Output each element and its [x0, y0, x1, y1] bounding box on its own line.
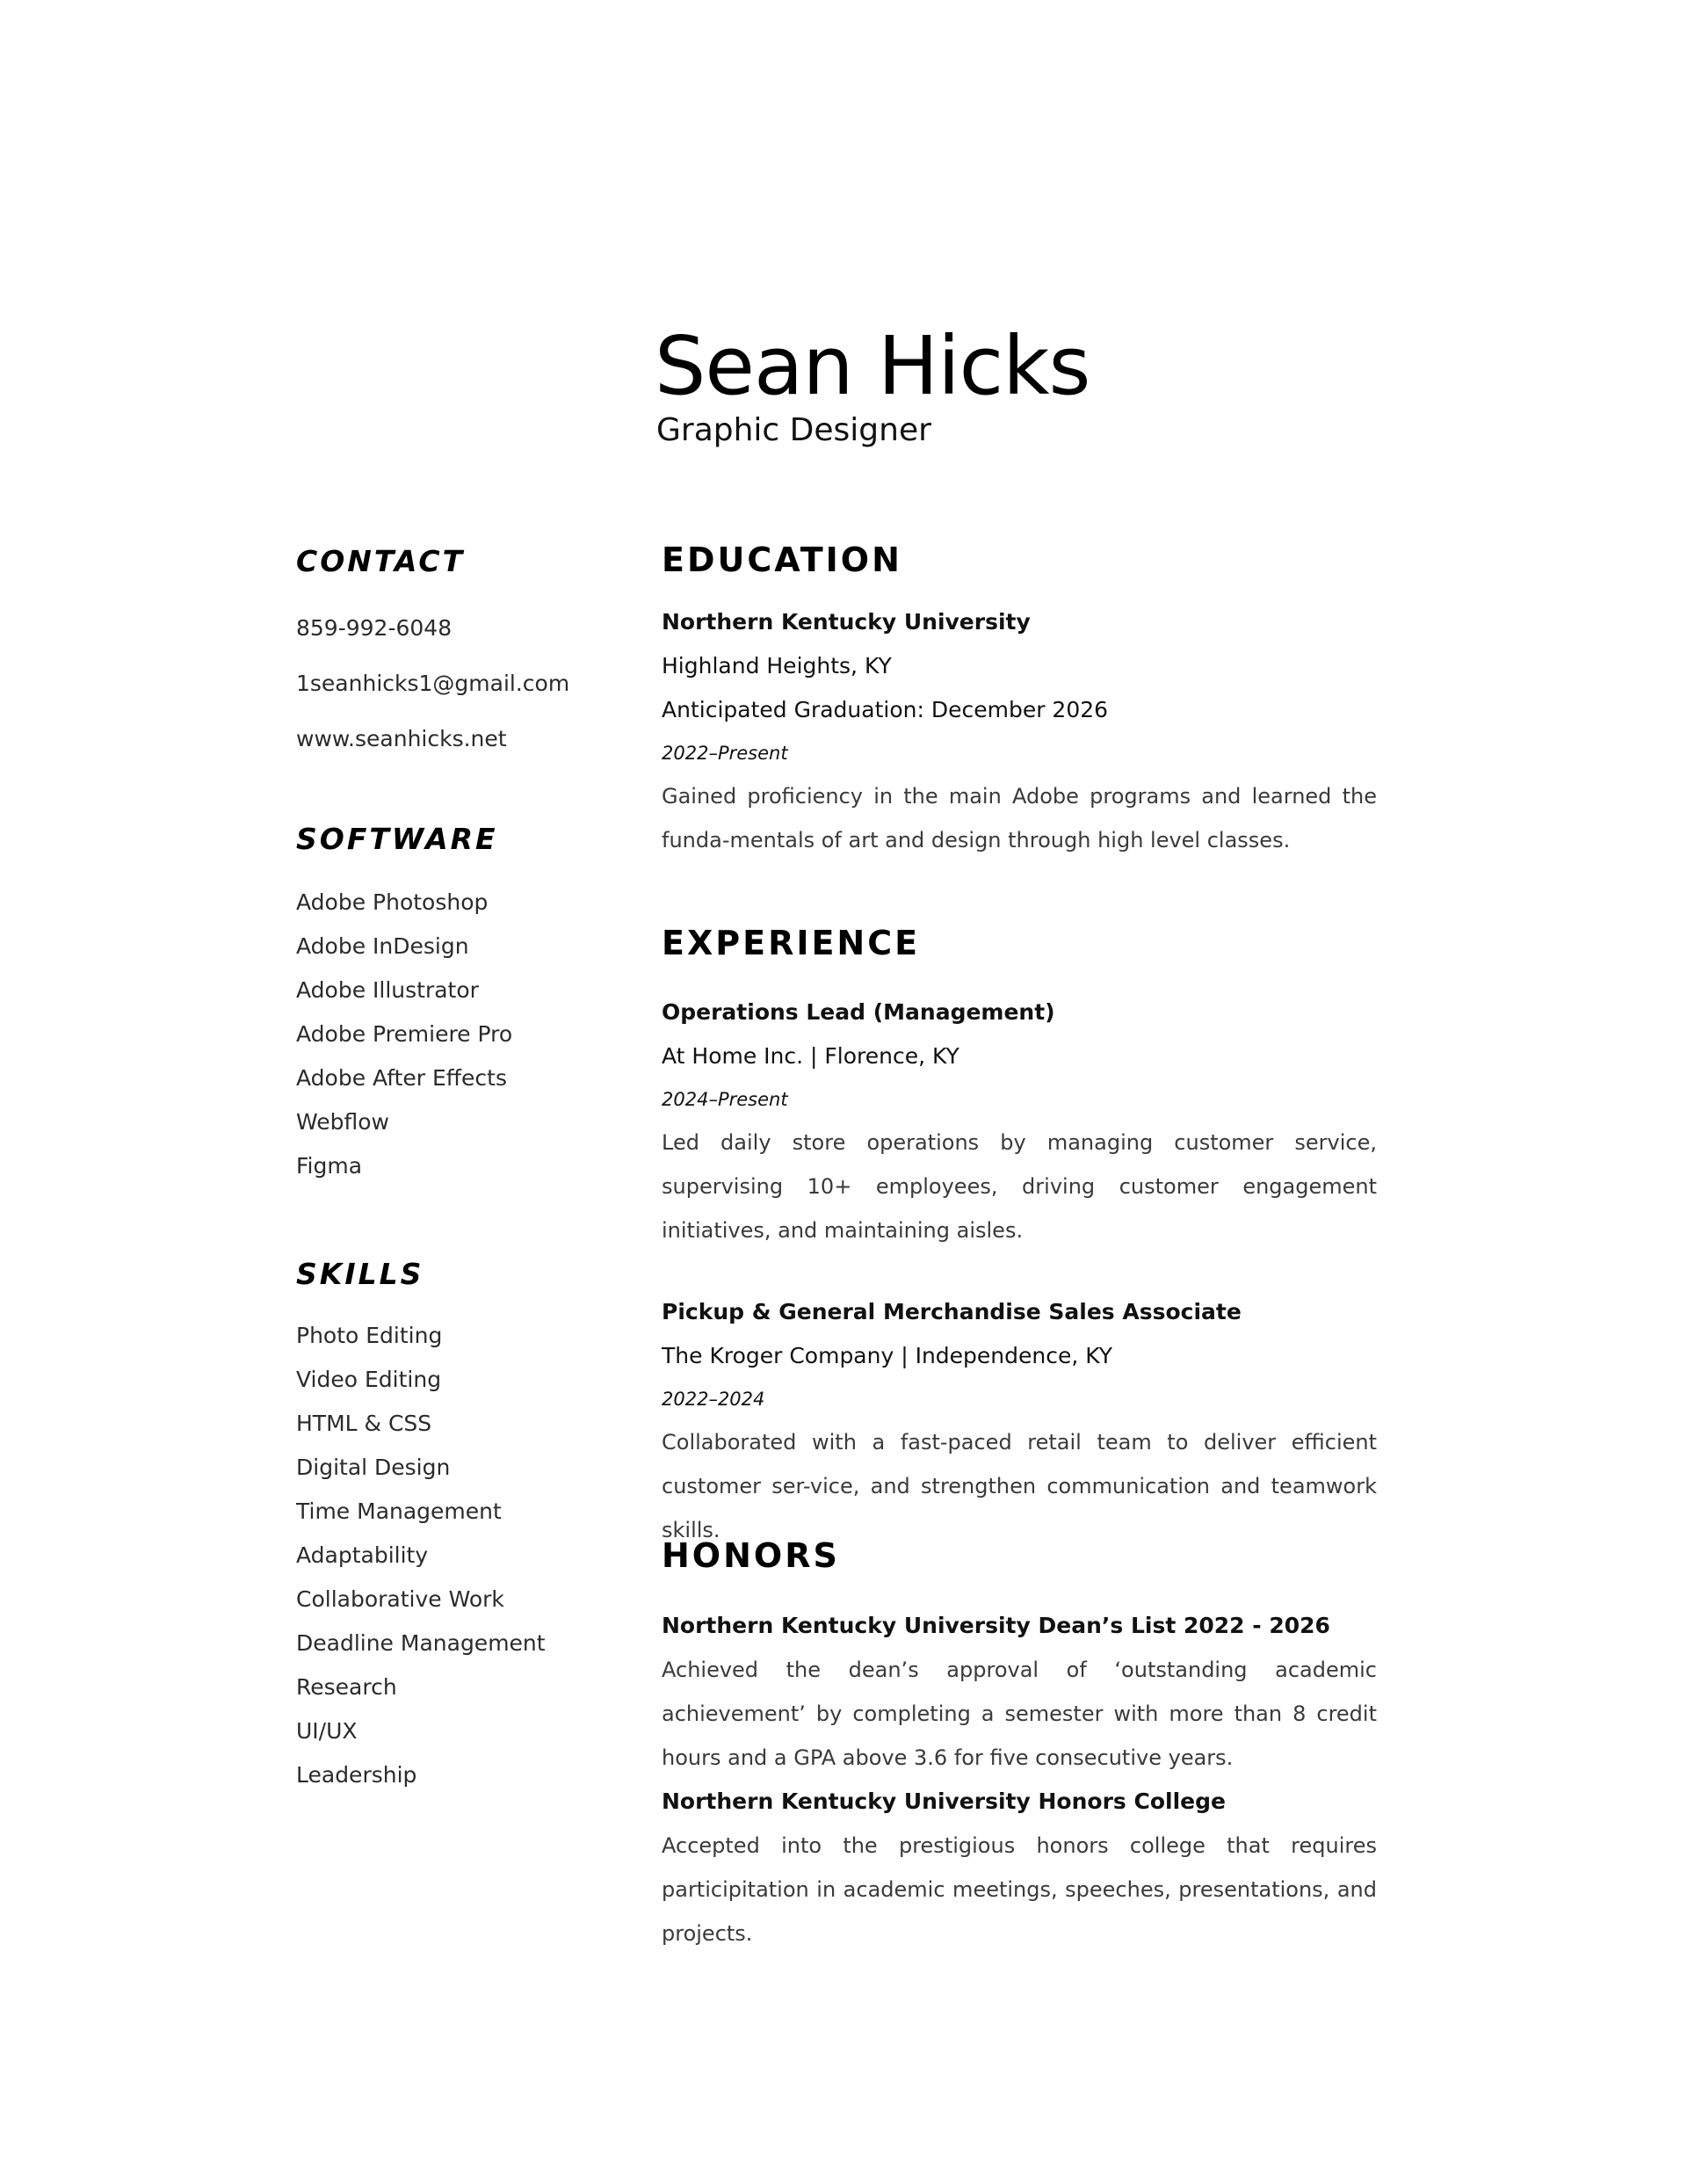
skill-item: Digital Design: [296, 1455, 451, 1480]
job-company: The Kroger Company | Independence, KY: [662, 1343, 1113, 1368]
skills-section: [296, 1255, 595, 1797]
education-graduation: Anticipated Graduation: December 2026: [662, 697, 1109, 722]
contact-section: [296, 542, 595, 766]
honor-entry: [662, 1604, 1377, 1780]
honor-title: Northern Kentucky University Honors College: [662, 1789, 1226, 1814]
skill-item: Time Management: [296, 1498, 502, 1524]
resume-job-title: Graphic Designer: [656, 412, 931, 448]
software-item: Adobe InDesign: [296, 933, 469, 959]
job-dates: 2022–2024: [662, 1389, 765, 1410]
skill-item: Photo Editing: [296, 1323, 443, 1348]
contact-website: www.seanhicks.net: [296, 726, 507, 751]
honor-description: Accepted into the prestigious honors college that requires participitation in academic meetings, speeches, presentations, and projects.: [662, 1833, 1377, 1946]
software-item: Adobe Premiere Pro: [296, 1021, 513, 1047]
software-list: [296, 881, 595, 1188]
education-location: Highland Heights, KY: [662, 653, 892, 678]
skills-list: [296, 1314, 595, 1797]
skill-item: HTML & CSS: [296, 1411, 432, 1436]
honors-heading: HONORS: [662, 1536, 840, 1575]
experience-heading: EXPERIENCE: [662, 924, 921, 962]
experience-section: [662, 921, 1377, 1552]
resume-name: Sean Hicks: [655, 319, 1090, 413]
education-section: [662, 538, 1377, 862]
job-entry: [662, 990, 1377, 1252]
skill-item: Research: [296, 1674, 397, 1700]
contact-email: 1seanhicks1@gmail.com: [296, 671, 570, 696]
honor-description: Achieved the dean’s approval of ‘outstanding academic achievement’ by completing a semester with more than 8 credit hours and a GPA above 3.6 for five consecutive years.: [662, 1658, 1377, 1770]
honor-title: Northern Kentucky University Dean’s List 2022 - 2026: [662, 1613, 1330, 1638]
software-item: Adobe Illustrator: [296, 977, 479, 1003]
honors-section: [662, 1534, 1377, 1955]
job-entry: [662, 1290, 1377, 1552]
skill-item: Collaborative Work: [296, 1586, 504, 1612]
skill-item: Leadership: [296, 1762, 417, 1788]
job-company: At Home Inc. | Florence, KY: [662, 1043, 959, 1069]
software-item: Figma: [296, 1153, 363, 1179]
honor-entry: [662, 1780, 1377, 1955]
skill-item: UI/UX: [296, 1718, 358, 1744]
education-school: Northern Kentucky University: [662, 609, 1031, 635]
skill-item: Adaptability: [296, 1542, 429, 1568]
job-title: Pickup & General Merchandise Sales Associate: [662, 1299, 1242, 1324]
software-item: Webflow: [296, 1109, 389, 1135]
job-title: Operations Lead (Management): [662, 999, 1055, 1025]
software-heading: SOFTWARE: [296, 822, 498, 856]
contact-phone: 859-992-6048: [296, 615, 453, 641]
job-description: Collaborated with a fast-paced retail team to deliver efficient customer ser-vice, and strengthen communication and teamwork skills.: [662, 1430, 1377, 1542]
software-item: Adobe Photoshop: [296, 889, 489, 915]
skill-item: Deadline Management: [296, 1630, 546, 1656]
job-description: Led daily store operations by managing customer service, supervising 10+ employees, driving customer engagement initiatives, and maintaining aisles.: [662, 1130, 1377, 1243]
software-section: [296, 820, 595, 1188]
job-dates: 2024–Present: [662, 1089, 788, 1110]
education-dates: 2022–Present: [662, 743, 788, 764]
contact-heading: CONTACT: [296, 544, 466, 578]
education-heading: EDUCATION: [662, 541, 902, 579]
software-item: Adobe After Effects: [296, 1065, 507, 1091]
skills-heading: SKILLS: [296, 1257, 424, 1291]
skill-item: Video Editing: [296, 1367, 442, 1392]
contact-list: [296, 600, 595, 766]
education-description: Gained proficiency in the main Adobe programs and learned the funda-mentals of art and design through high level classes.: [662, 784, 1377, 853]
